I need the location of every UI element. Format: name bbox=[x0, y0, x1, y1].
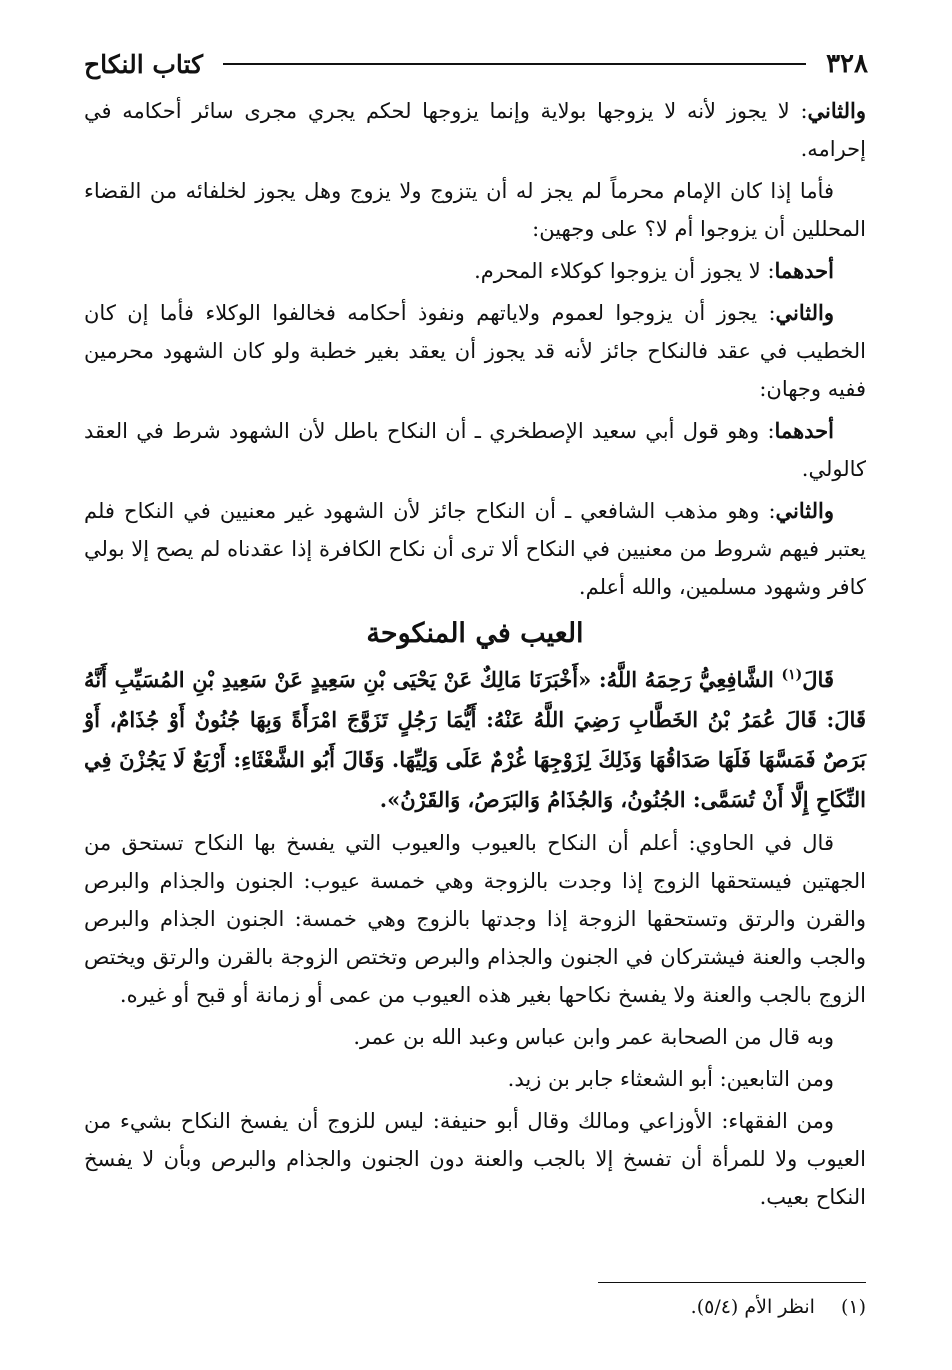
page-body bbox=[84, 92, 866, 1220]
running-title: كتاب النكاح bbox=[84, 49, 203, 79]
paragraph bbox=[84, 172, 866, 248]
paragraph bbox=[84, 294, 866, 408]
paragraph-text: : لا يجوز لأنه لا يزوجها بولاية وإنما يزوجها لحكم يجري مجرى سائر أحكامه في إحرامه. bbox=[84, 99, 866, 161]
paragraph-text: ومن الفقهاء: الأوزاعي ومالك وقال أبو حنيفة: ليس للزوج أن يفسخ النكاح بشيء من العيوب ولا للمرأة أن تفسخ إلا بالجب والعنة دون الجنون والجذام والبرص وبأن لا يفسخ النكاح بعيب. bbox=[84, 1109, 866, 1209]
paragraph bbox=[84, 252, 866, 290]
footnote-rule bbox=[598, 1282, 866, 1283]
paragraph-label: والثاني bbox=[775, 498, 834, 523]
footnote-mark[interactable]: (١) bbox=[781, 667, 803, 683]
paragraph bbox=[84, 824, 866, 1014]
paragraph bbox=[84, 1102, 866, 1216]
paragraph-text: : لا يجوز أن يزوجوا كوكلاء المحرم. bbox=[474, 259, 775, 283]
footnote-text: انظر الأم (٥/٤). bbox=[690, 1296, 815, 1318]
section-heading: العيب في المنكوحة bbox=[366, 618, 584, 649]
page-number: ٣٢٨ bbox=[826, 49, 868, 79]
paragraph-text: ومن التابعين: أبو الشعثاء جابر بن زيد. bbox=[507, 1067, 834, 1091]
paragraph-label: أحدهما bbox=[774, 258, 834, 283]
paragraph-text: فأما إذا كان الإمام محرماً لم يجز له أن يتزوج ولا يزوج وهل يجوز لخلفائه من القضاء المحللين أن يزوجوا أم لا؟ على وجهين: bbox=[84, 179, 866, 241]
paragraph bbox=[84, 92, 866, 168]
page-header bbox=[84, 44, 868, 84]
paragraph-text: : وهو مذهب الشافعي ـ أن النكاح جائز لأن الشهود غير معنيين في النكاح فلم يعتبر فيهم شروط من معنيين في النكاح ألا ترى أن نكاح الكافرة إذا عقدناه لم يصح إلا بولي كافر وشهود مسلمين، والله أعلم. bbox=[84, 499, 866, 599]
footnote-number: (١) bbox=[840, 1296, 866, 1318]
paragraph bbox=[84, 492, 866, 606]
paragraph bbox=[84, 412, 866, 488]
footnote bbox=[466, 1292, 866, 1322]
paragraph-label: أحدهما bbox=[774, 418, 834, 443]
paragraph bbox=[84, 1018, 866, 1056]
paragraph-text: قال في الحاوي: أعلم أن النكاح بالعيوب والعيوب التي يفسخ بها النكاح تستحق من الجهتين فيستحقها الزوج إذا وجدت بالزوجة وهي خمسة عيوب: الجنون والجذام والبرص والقرن والرتق وتستحقها الزوجة إذا وجدتها بالزوج وهي خمسة: الجنون الجذام والبرص والجب والعنة فيشتركان في الجنون والجذام والبرص وتختص الزوجة بالقرن والرتق ويختص الزوج بالجب والعنة ولا يفسخ نكاحها بغير هذه العيوب من عمى أو زمانة أو قبح أو غيره. bbox=[84, 831, 866, 1007]
paragraph-label: والثاني bbox=[807, 98, 866, 123]
paragraph-text: : يجوز أن يزوجوا لعموم ولاياتهم ونفوذ أحكامه فخالفوا الوكلاء فأما إن كان الخطيب في عقد فالنكاح جائز لأنه قد يجوز أن يعقد بغير خطبة ولو كان الشهود محرمين ففيه وجهان: bbox=[84, 301, 866, 401]
quote-lead: قَالَ bbox=[802, 667, 834, 692]
quote-body: الشَّافِعِيُّ رَحِمَهُ اللَّهُ: «أَخْبَرَنَا مَالِكٌ عَنْ يَحْيَى بْنِ سَعِيدٍ عَنْ سَعِيدِ بْنِ المُسَيِّبِ أَنَّهُ قَالَ: قَالَ عُمَرُ بْنُ الخَطَّابِ رَضِيَ اللَّهُ عَنْهُ: أَيُّمَا رَجُلٍ تَزَوَّجَ امْرَأَةً وَبِهَا جُنُونٌ أَوْ جُذَامٌ، أَوْ بَرَصٌ فَمَسَّهَا فَلَهَا صَدَاقُهَا وَذَلِكَ لِزَوْجِهَا غُرْمٌ عَلَى وَلِيِّهَا. وَقَالَ أَبُو الشَّعْثَاءِ: أَرْبَعٌ لَا يَجُزْنَ فِي النِّكَاحِ إِلَّا أَنْ تُسَمَّى: الجُنُونُ، وَالجُذَامُ وَالبَرَصُ، وَالقَرْنُ». bbox=[84, 667, 866, 812]
header-rule bbox=[223, 63, 806, 65]
paragraph bbox=[84, 1060, 866, 1098]
paragraph-text: وبه قال من الصحابة عمر وابن عباس وعبد الله بن عمر. bbox=[353, 1025, 834, 1049]
quoted-text bbox=[84, 660, 866, 820]
paragraph-label: والثاني bbox=[775, 300, 834, 325]
paragraph-text: : وهو قول أبي سعيد الإصطخري ـ أن النكاح باطل لأن الشهود شرط في العقد كالولي. bbox=[84, 419, 866, 481]
